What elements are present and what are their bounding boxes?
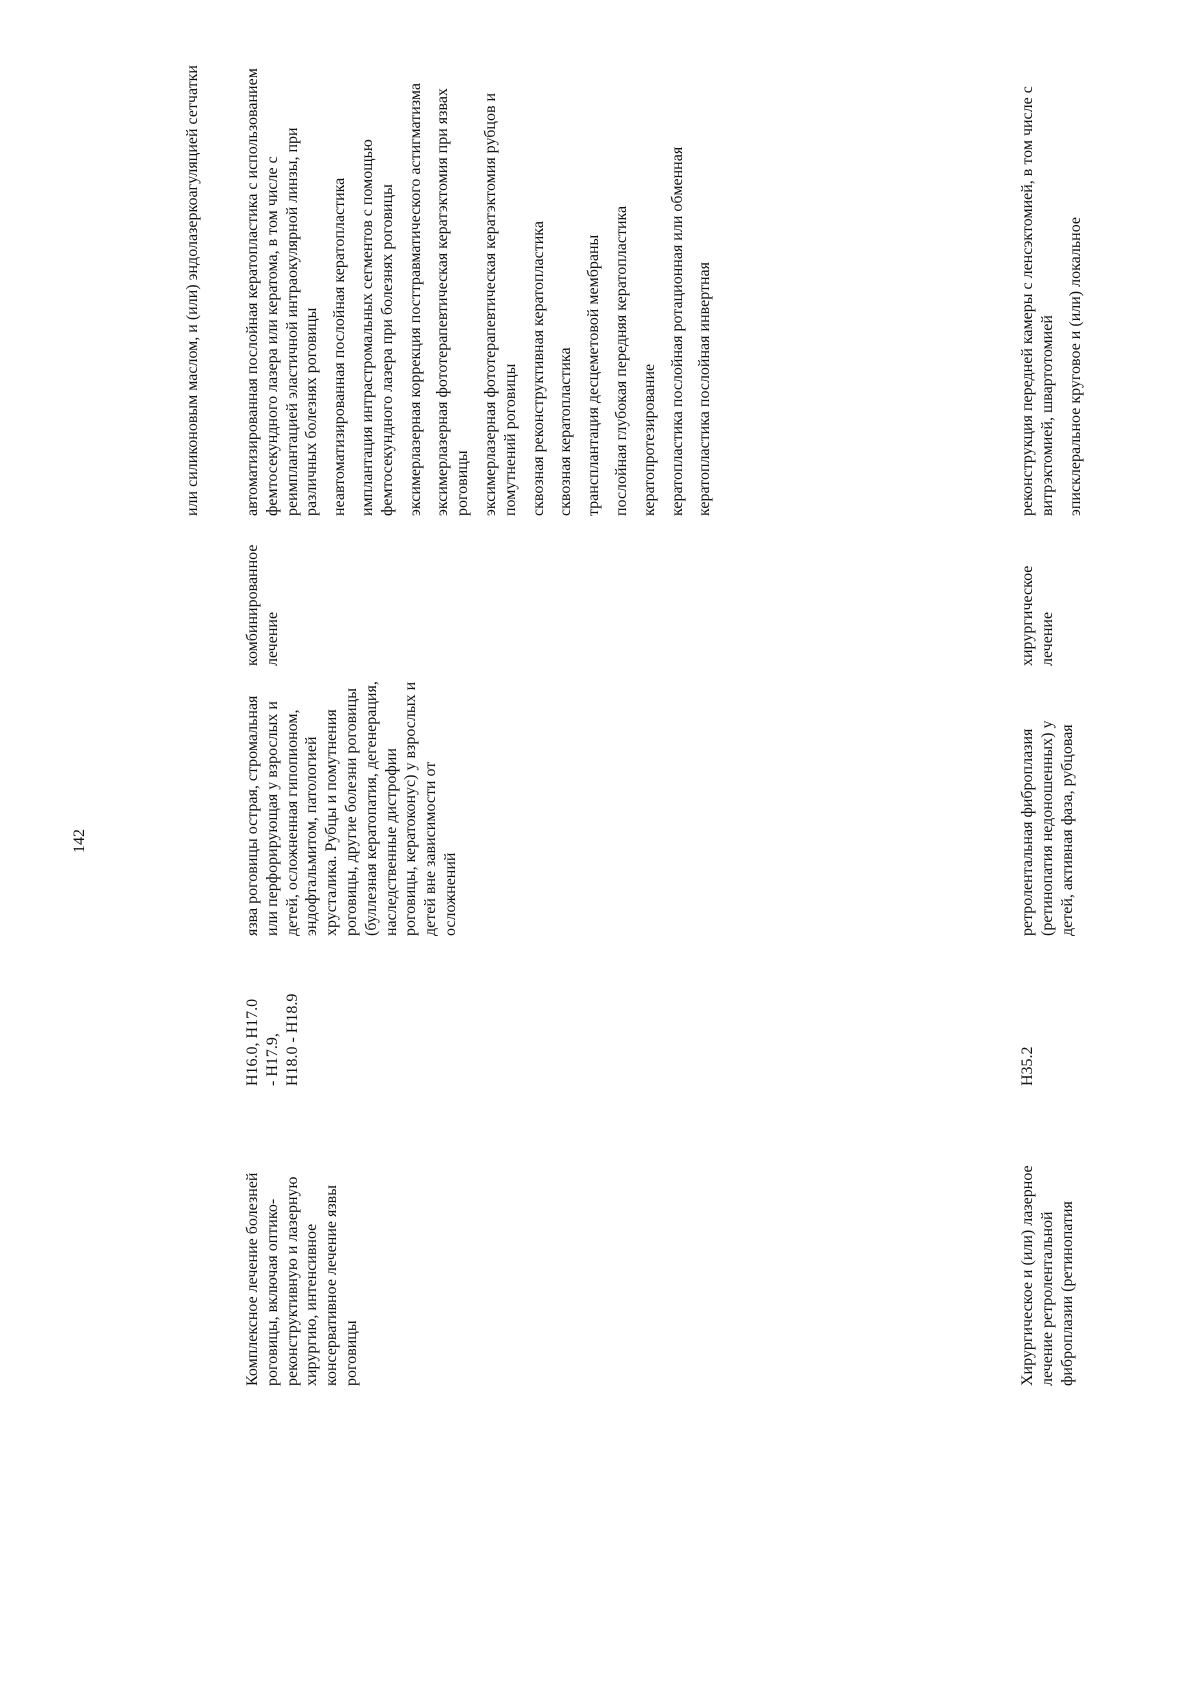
procedure-item: кератопротезирование — [640, 363, 658, 516]
continuation-cell — [183, 51, 203, 516]
row-2-profile: Хирургическое и (или) лазерное лечение ретролентальной фиброплазии (ретинопатия — [1019, 1165, 1076, 1386]
row-1-condition: язва роговицы острая, стромальная или перфорирующая у взрослых и детей, осложненная гипопионом, эндофтальмитом, патологией хрусталика. Рубцы и помутнения роговицы, другие болезни роговицы (буллезная кератопатия, дегенерация, наследственные дистрофии роговицы, кератоконус) у взрослых и детей вне зависимости от осложнений — [244, 681, 459, 936]
procedure-item: автоматизированная послойная кератопластика с использованием фемтосекундного лазера или кератома, в том числе с реимплантацией эластичной интраокулярной линзы, при различных болезнях роговицы — [244, 68, 321, 516]
procedure-item: неавтоматизированная послойная кератопластика — [331, 177, 349, 516]
procedure-item: кератопластика послойная ротационная или обменная — [668, 146, 686, 516]
row-1-treatment: комбинированное лечение — [244, 544, 281, 666]
procedure-item: реконструкция передней камеры с ленсэктомией, в том числе с витрэктомией, швартотомией — [1019, 86, 1056, 516]
continuation-text: или силиконовым маслом, и (или) эндолазеркоагуляцией сетчатки — [184, 65, 201, 516]
procedure-item: эксимерлазерная фототерапевтическая кератэктомия при язвах роговицы — [434, 88, 472, 516]
row-2-codes: H35.2 — [1019, 1046, 1036, 1086]
procedure-item: эксимерлазерная фототерапевтическая кератэктомия рубцов и помутнений роговицы — [481, 92, 519, 516]
row-2-condition: ретролентальная фиброплазия (ретинопатия недоношенных) у детей, активная фаза, рубцовая — [1019, 720, 1076, 936]
row-2-procedures — [1018, 51, 1093, 516]
procedure-item: сквозная реконструктивная кератопластика — [529, 221, 547, 516]
row-1-procedures — [243, 51, 723, 516]
procedure-item: эписклеральное круговое и (или) локальное — [1066, 216, 1084, 516]
row-2-treatment: хирургическое лечение — [1019, 565, 1056, 666]
procedure-item: послойная глубокая передняя кератопластика — [612, 205, 630, 516]
procedure-item: сквозная кератопластика — [557, 347, 575, 516]
row-1-codes: H16.0, H17.0 - H17.9, H18.0 - H18.9 — [244, 993, 301, 1086]
procedure-item: имплантация интрастромальных сегментов с помощью фемтосекундного лазера при болезнях роговицы — [358, 139, 396, 516]
procedure-item: эксимерлазерная коррекция посттравматического астигматизма — [406, 82, 424, 516]
row-1-profile: Комплексное лечение болезней роговицы, включая оптико-реконструктивную и лазерную хирургию, интенсивное консервативное лечение язвы роговицы — [244, 1172, 360, 1386]
procedure-item: кератопластика послойная инвертная — [696, 261, 714, 516]
page-number: 142 — [71, 829, 88, 853]
procedure-item: трансплантация десцеметовой мембраны — [585, 234, 603, 516]
